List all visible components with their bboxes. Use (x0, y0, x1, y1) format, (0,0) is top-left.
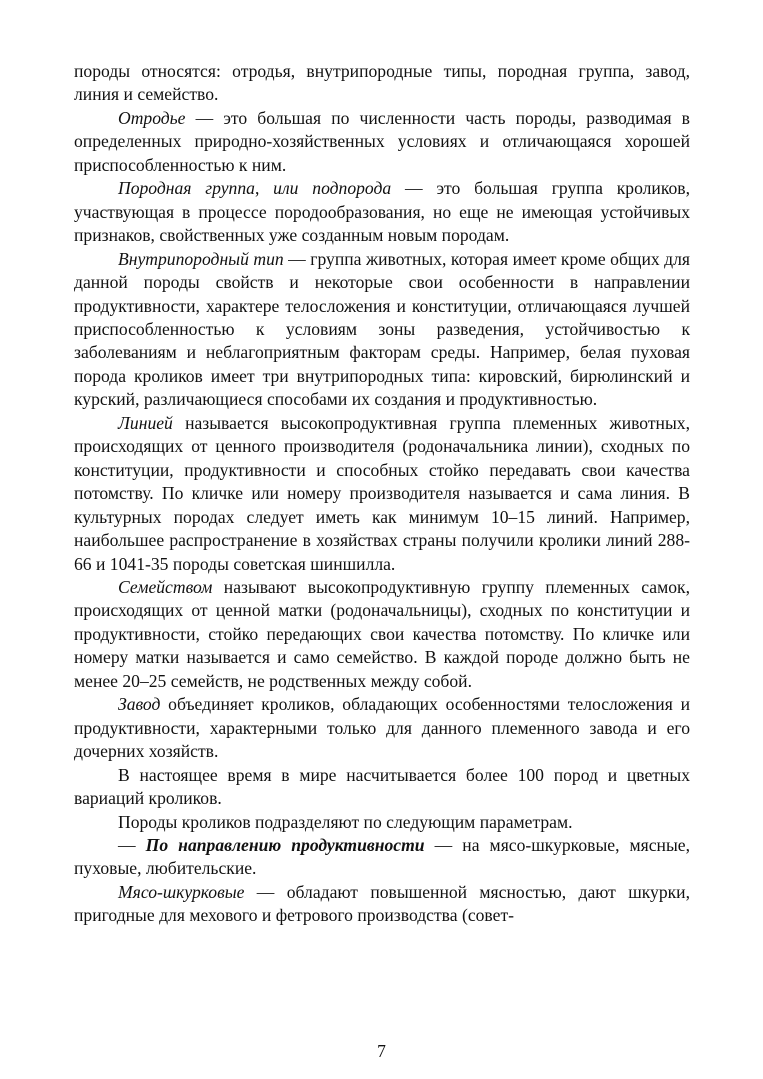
paragraph-text: объединяет кроликов, обладающих особенностями телосложения и продуктивности, характерными только для данного племенного завода и его дочерних хозяйств. (74, 694, 690, 762)
paragraph-text: — на мясо-шкурковые, мясные, пуховые, любительские. (74, 834, 690, 879)
paragraph-text: породы относятся: отродья, внутрипородные типы, породная группа, завод, линия и семейство. (74, 61, 690, 105)
paragraph-text: — обладают повышенной мясностью, дают шкурки, пригодные для мехового и фетрового производства (совет- (74, 881, 690, 926)
term-meat-skin: Мясо-шкурковые (118, 881, 245, 902)
paragraph-text: Породы кроликов подразделяют по следующим параметрам. (118, 811, 573, 832)
term-porodnaya-gruppa: Породная группа (118, 178, 255, 199)
paragraph-text: В настоящее время в мире насчитывается более 100 пород и цветных вариаций кроликов. (74, 764, 690, 809)
term-vnutriporodny-tip: Внутрипородный тип (118, 248, 284, 269)
paragraph-liniya (74, 412, 690, 576)
paragraph-text: называют высокопродуктивную группу племенных самок, происходящих от ценной матки (родоначальницы), сходных по конституции и продуктивности, стойко передающих свои качества потомству. По кличке или номеру матки называется и само семейство. В каждой породе должно быть не менее 20–25 семейств, не родственных между собой. (74, 576, 690, 691)
term-semeystvo: Семейством (118, 576, 213, 597)
paragraph-semeystvo (74, 576, 690, 693)
paragraph-intro-continuation (74, 60, 690, 107)
paragraph-number-of-breeds (74, 764, 690, 811)
paragraph-by-productivity (74, 834, 690, 881)
term-otrodye: Отродье (118, 107, 186, 128)
page-number: 7 (377, 1041, 386, 1061)
term-podporoda: или подпорода (273, 178, 392, 199)
paragraph-porodnaya-gruppa (74, 177, 690, 247)
paragraph-otrodye (74, 107, 690, 177)
term-connector: , (254, 178, 274, 199)
term-liniya: Линией (118, 412, 173, 433)
paragraph-zavod (74, 693, 690, 763)
paragraph-text: — это большая по численности часть породы, разводимая в определенных природно-хозяйственных условиях и отличающаяся хорошей приспособленностью к ним. (74, 107, 690, 175)
page-text-body (74, 60, 690, 928)
paragraph-vnutriporodny-tip (74, 248, 690, 412)
term-by-productivity: По направлению продуктивности (145, 834, 425, 855)
paragraph-text: — это большая группа кроликов, участвующая в процессе породообразования, но еще не имеющая устойчивых признаков, свойственных уже созданным новым породам. (74, 178, 691, 246)
paragraph-text: — группа животных, которая имеет кроме общих для данной породы свойств и некоторые свои особенности в направлении продуктивности, характере телосложения и конституции, отличающаяся лучшей приспособленностью к условиям зоны разведения, устойчивостью к заболеваниям и неблагоприятным факторам среды. Например, белая пуховая порода кроликов имеет три внутрипородных типа: кировский, бирюлинский и курский, различающиеся способами их создания и продуктивностью. (74, 248, 691, 410)
term-zavod: Завод (118, 694, 161, 715)
paragraph-meat-skin (74, 881, 690, 928)
paragraph-text: называется высокопродуктивная группа племенных животных, происходящих от ценного производителя (родоначальника линии), сходных по конституции, продуктивности и способных стойко передавать свои качества потомству. По кличке или номеру производителя называется и сама линия. В культурных породах следует иметь как минимум 10–15 линий. Например, наибольшее распространение в хозяйствах страны получили кролики линий 288-66 и 1041-35 породы советская шиншилла. (74, 412, 690, 574)
paragraph-classification-intro (74, 811, 690, 834)
dash-prefix: — (118, 834, 146, 855)
